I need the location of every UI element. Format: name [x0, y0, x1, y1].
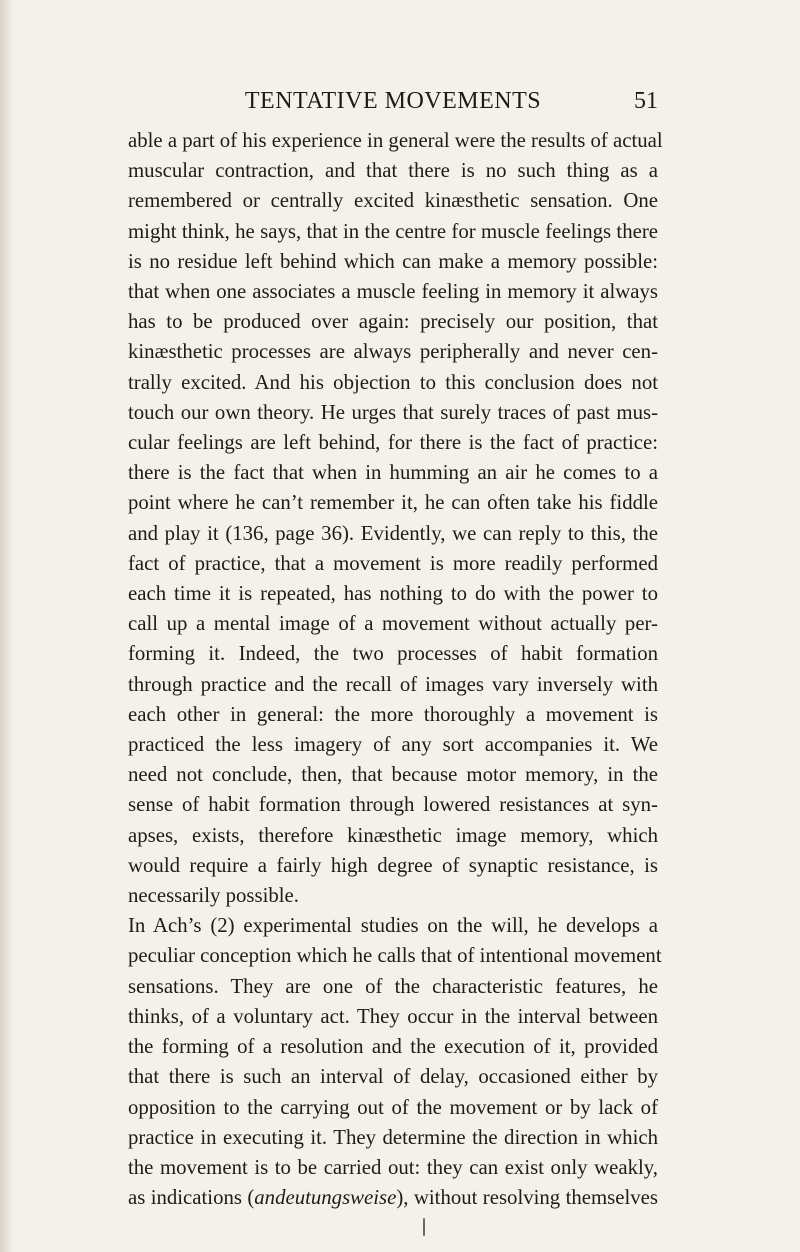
text-line: thinks, of a voluntary act. They occur in the interval between [128, 1004, 658, 1028]
text-segment: ), without resolving themselves [396, 1186, 658, 1210]
text-line: has to be produced over again: precisely our position, that [128, 310, 658, 334]
text-line: able a part of his experience in general were the results of actual [128, 129, 663, 152]
text-line: would require a fairly high degree of synaptic resistance, is [128, 853, 658, 877]
text-line: the movement is to be carried out: they can exist only weakly, [128, 1155, 658, 1179]
text-line: that when one associates a muscle feeling in memory it always [128, 280, 658, 304]
page-number: 51 [634, 88, 658, 114]
text-line: practiced the less imagery of any sort accompanies it. We [128, 733, 658, 757]
body-text [128, 126, 663, 1213]
text-line: trally excited. And his objection to this conclusion does not [128, 370, 658, 394]
text-line: need not conclude, then, that because motor memory, in the [128, 763, 658, 787]
running-title: TENTATIVE MOVEMENTS [244, 88, 542, 114]
text-line: opposition to the carrying out of the movement or by lack of [128, 1095, 658, 1119]
scan-mark [423, 1218, 425, 1236]
text-line: and play it (136, page 36). Evidently, we can reply to this, the [128, 521, 658, 545]
text-line: the forming of a resolution and the execution of it, provided [128, 1035, 658, 1059]
text-line: sense of habit formation through lowered resistances at syn- [128, 793, 658, 817]
text-line: is no residue left behind which can make a memory possible: [128, 249, 658, 273]
page-edge-shadow [0, 0, 14, 1252]
text-line: touch our own theory. He urges that surely traces of past mus- [128, 400, 658, 424]
text-line: point where he can’t remember it, he can often take his fiddle [128, 491, 658, 515]
paragraph-end-line: necessarily possible. [128, 884, 299, 908]
text-line: apses, exists, therefore kinæsthetic image memory, which [128, 823, 658, 847]
text-line: each time it is repeated, has nothing to do with the power to [128, 582, 658, 606]
text-line: might think, he says, that in the centre for muscle feelings there [128, 219, 658, 243]
text-line: there is the fact that when in humming an air he comes to a [128, 461, 658, 485]
italic-term: andeutungsweise [254, 1186, 397, 1210]
running-head [128, 88, 658, 118]
text-line: cular feelings are left behind, for there is the fact of practice: [128, 431, 658, 455]
text-line: kinæsthetic processes are always peripherally and never cen- [128, 340, 658, 364]
text-line: call up a mental image of a movement without actually per- [128, 612, 658, 636]
text-line: muscular contraction, and that there is no such thing as a [128, 159, 658, 183]
text-line: fact of practice, that a movement is more readily performed [128, 551, 658, 575]
paragraph-start-line: In Ach’s (2) experimental studies on the will, he develops a [128, 914, 658, 938]
text-line: forming it. Indeed, the two processes of habit formation [128, 642, 658, 666]
text-line: peculiar conception which he calls that of intentional movement [128, 944, 662, 968]
text-line: each other in general: the more thoroughly a movement is [128, 702, 658, 726]
text-segment: as indications ( [128, 1186, 255, 1210]
text-line: remembered or centrally excited kinæsthetic sensation. One [128, 189, 658, 213]
text-line: that there is such an interval of delay, occasioned either by [128, 1065, 658, 1089]
text-line-final [128, 1183, 658, 1213]
text-line: through practice and the recall of images vary inversely with [128, 672, 658, 696]
text-line: sensations. They are one of the characteristic features, he [128, 974, 658, 998]
text-line: practice in executing it. They determine the direction in which [128, 1125, 658, 1149]
